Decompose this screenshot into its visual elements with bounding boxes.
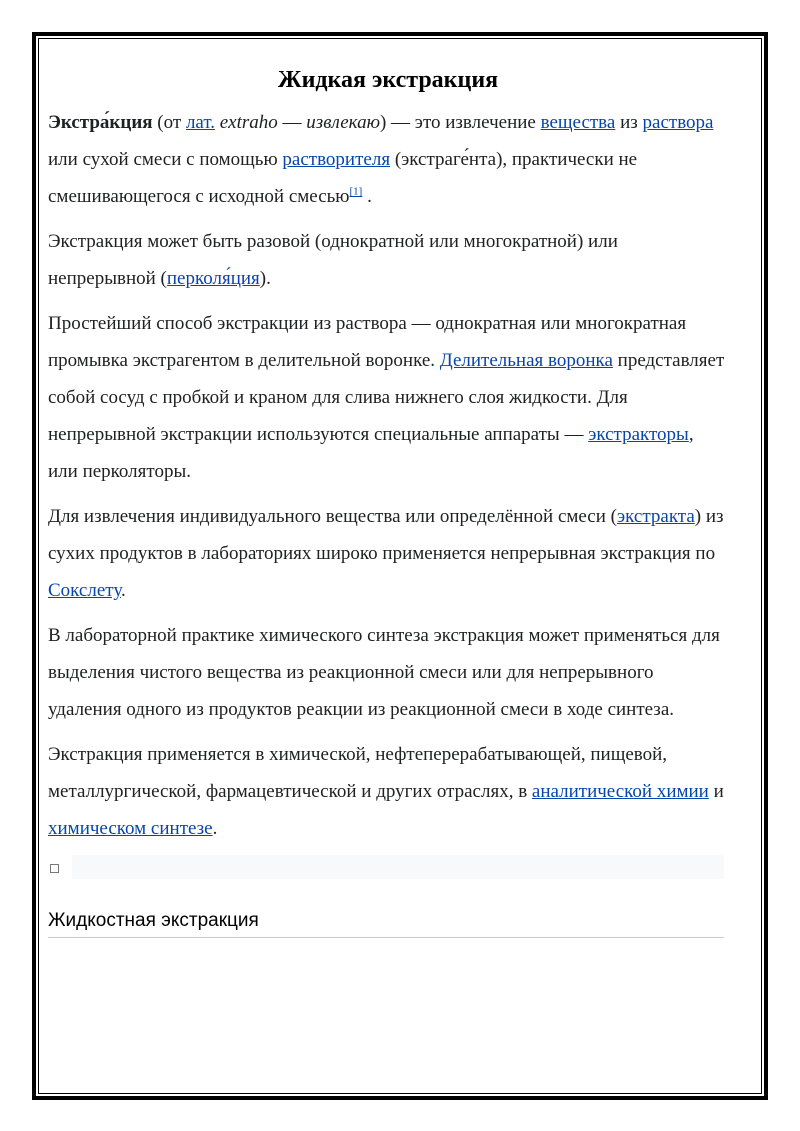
text: ) из сухих продуктов в лабораториях широко применяется непрерывная экстракция по (48, 506, 724, 564)
paragraph-applications (48, 736, 728, 847)
meaning: извлекаю (306, 112, 380, 133)
link-solution[interactable]: раствора (642, 112, 714, 133)
term-bold: Экстра́кция (48, 112, 153, 133)
text: Для извлечения индивидуального вещества или определённой смеси ( (48, 506, 617, 527)
text: (экстраге́нта), практически не смешивающегося с исходной смесью (48, 149, 638, 207)
paragraph-definition (48, 104, 728, 215)
article-content (48, 62, 728, 938)
section-heading: Жидкостная экстракция (48, 907, 724, 938)
text: представляет собой сосуд с пробкой и краном для слива нижнего слоя жидкости. Для непрерывной экстракции используются специальные аппараты — (48, 350, 725, 445)
link-percolation[interactable]: перколя́ция (166, 268, 260, 289)
latin-word: extraho (219, 112, 278, 133)
link-soxhlet[interactable]: Сокслету (48, 580, 121, 601)
link-separatory-funnel[interactable]: Делительная воронка (439, 350, 613, 371)
paragraph-simple-method (48, 305, 728, 490)
link-analytical-chemistry[interactable]: аналитической химии (531, 781, 709, 802)
text: , или перколяторы. (48, 424, 694, 482)
page-title: Жидкая экстракция (277, 67, 499, 93)
text: . (362, 186, 372, 207)
text: ). (259, 268, 271, 289)
link-substance[interactable]: вещества (540, 112, 616, 133)
collapsed-section-row (48, 855, 728, 881)
link-extract[interactable]: экстракта (617, 506, 695, 527)
link-latin[interactable]: лат. (185, 112, 215, 133)
link-solvent[interactable]: растворителя (282, 149, 391, 170)
text: (от (152, 112, 186, 133)
text: Простейший способ экстракции из раствора — однократная или многократная промывка экстрагентом в делительной воронке. (48, 313, 687, 371)
paragraph-lab-practice: В лабораторной практике химического синтеза экстракция может применяться для выделения чистого вещества из реакционной смеси или для непрерывного удаления одного из продуктов реакции из реакционной смеси в ходе синтеза. (48, 625, 720, 720)
text: из (615, 112, 643, 133)
checkbox-icon[interactable] (50, 864, 59, 873)
text: — (277, 112, 307, 133)
text: . (212, 818, 218, 839)
reference-link[interactable]: [1] (349, 185, 363, 198)
collapsed-section-bar[interactable] (72, 855, 724, 879)
text: и (708, 781, 724, 802)
paragraph-soxhlet (48, 498, 728, 609)
text: . (120, 580, 126, 601)
link-extractors[interactable]: экстракторы (588, 424, 689, 445)
text: или сухой смеси с помощью (48, 149, 283, 170)
text: Экстракция применяется в химической, нефтеперерабатывающей, пищевой, металлургической, фармацевтической и других отраслях, в (48, 744, 668, 802)
paragraph-types (48, 223, 728, 297)
link-chemical-synthesis[interactable]: химическом синтезе (48, 818, 213, 839)
text: Экстракция может быть разовой (однократной или многократной) или непрерывной ( (48, 231, 618, 289)
text: ) — это извлечение (379, 112, 541, 133)
